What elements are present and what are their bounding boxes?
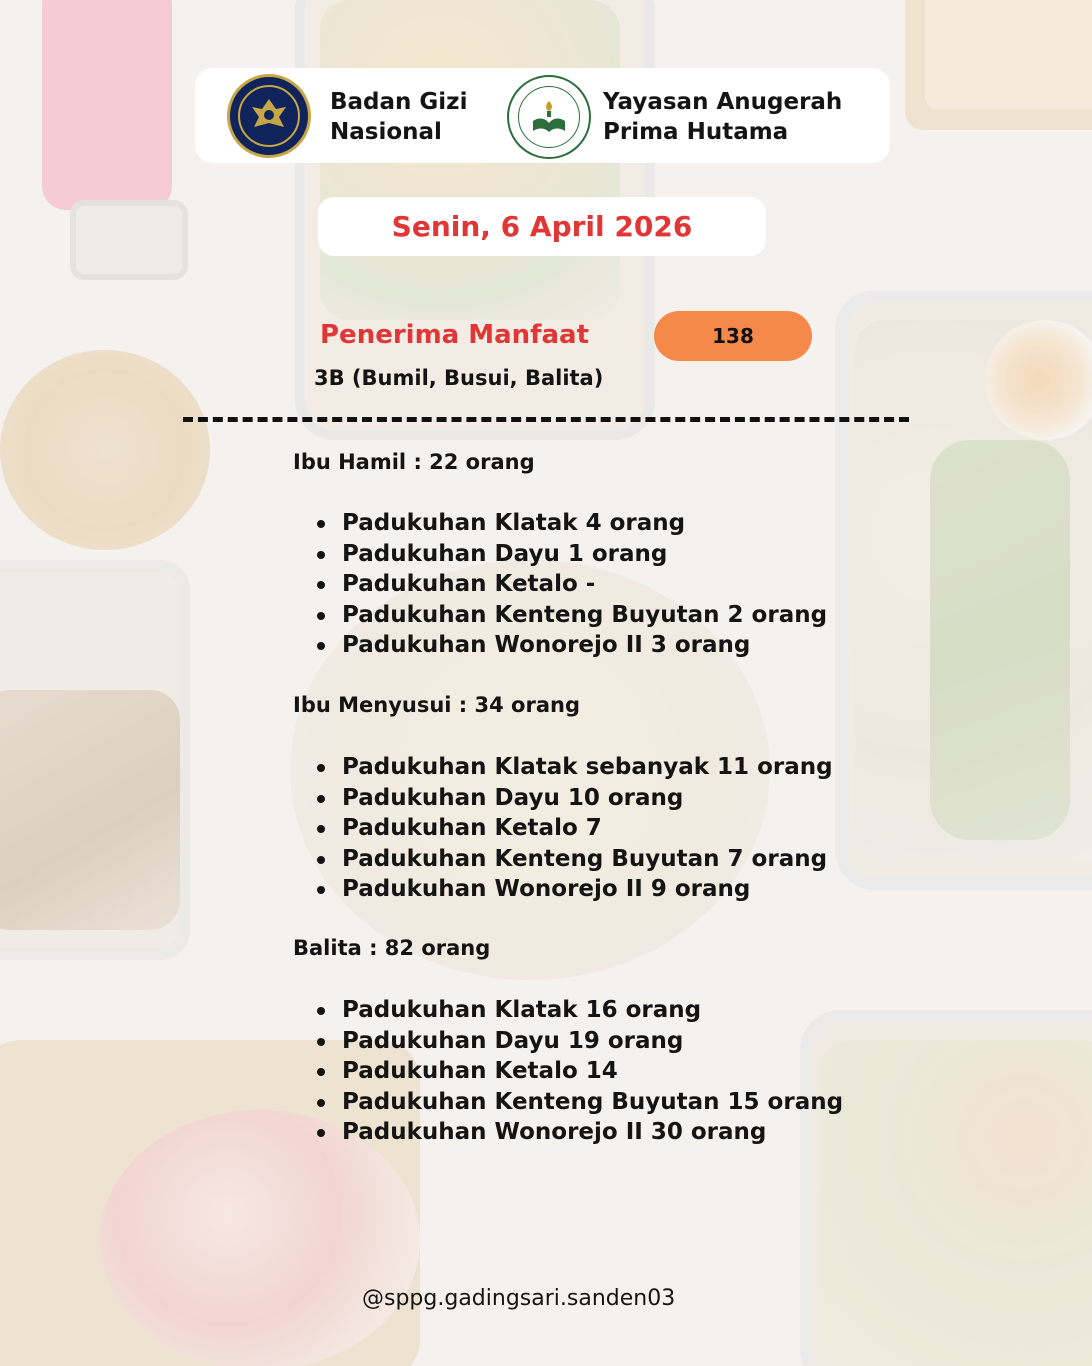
list-item <box>314 508 827 539</box>
group-title-ibu-menyusui: Ibu Menyusui : 34 orang <box>293 693 580 717</box>
list-item <box>314 995 843 1026</box>
beneficiaries-count-badge: 138 <box>654 311 812 361</box>
list-item-text: Padukuhan Kenteng Buyutan 7 orang <box>342 845 828 872</box>
list-item <box>314 630 827 661</box>
list-item-text: Padukuhan Wonorejo II 9 orang <box>342 876 751 902</box>
list-balita <box>314 995 843 1148</box>
list-item-text: Padukuhan Wonorejo II 3 orang <box>342 632 751 658</box>
list-item <box>314 813 833 844</box>
list-item <box>314 783 833 814</box>
list-item <box>314 1026 843 1057</box>
bullet-icon <box>317 1099 325 1107</box>
bullet-icon <box>317 886 325 894</box>
beneficiaries-subtitle: 3B (Bumil, Busui, Balita) <box>314 366 604 390</box>
org1-name <box>330 87 467 147</box>
org2-name-line1: Yayasan Anugerah <box>603 89 843 115</box>
bullet-icon <box>317 856 325 864</box>
list-item <box>314 752 833 783</box>
list-item-text: Padukuhan Klatak sebanyak 11 orang <box>342 754 833 780</box>
bullet-icon <box>317 1129 325 1137</box>
social-handle: @sppg.gadingsari.sanden03 <box>362 1286 676 1311</box>
list-item-text: Padukuhan Ketalo 14 <box>342 1058 618 1084</box>
group-title-balita: Balita : 82 orang <box>293 936 491 960</box>
bullet-icon <box>317 612 325 620</box>
list-item-text: Padukuhan Klatak 4 orang <box>342 510 686 536</box>
list-item <box>314 1117 843 1148</box>
bullet-icon <box>317 1038 325 1046</box>
bullet-icon <box>317 520 325 528</box>
list-item <box>314 600 827 631</box>
beneficiaries-title: Penerima Manfaat <box>320 320 590 350</box>
list-item-text: Padukuhan Ketalo - <box>342 571 596 597</box>
list-item-text: Padukuhan Dayu 1 orang <box>342 540 668 567</box>
bullet-icon <box>317 795 325 803</box>
list-item <box>314 1087 843 1118</box>
org2-name-line2: Prima Hutama <box>603 119 789 145</box>
group-title-ibu-hamil: Ibu Hamil : 22 orang <box>293 450 535 474</box>
header-card <box>195 68 890 163</box>
org2-name <box>603 87 842 147</box>
list-item <box>314 539 827 570</box>
list-item <box>314 844 833 875</box>
list-ibu-hamil <box>314 508 827 661</box>
list-ibu-menyusui <box>314 752 833 905</box>
date-text: Senin, 6 April 2026 <box>391 210 693 243</box>
date-pill <box>318 197 766 256</box>
bullet-icon <box>317 825 325 833</box>
list-item-text: Padukuhan Klatak 16 orang <box>342 997 702 1023</box>
list-item <box>314 569 827 600</box>
bullet-icon <box>317 1068 325 1076</box>
org1-name-line2: Nasional <box>330 119 442 145</box>
badan-gizi-nasional-logo-icon <box>227 74 311 158</box>
bullet-icon <box>317 1007 325 1015</box>
bullet-icon <box>317 551 325 559</box>
bullet-icon <box>317 581 325 589</box>
list-item-text: Padukuhan Ketalo 7 <box>342 815 602 841</box>
list-item <box>314 874 833 905</box>
bullet-icon <box>317 642 325 650</box>
list-item-text: Padukuhan Dayu 19 orang <box>342 1027 684 1054</box>
list-item-text: Padukuhan Kenteng Buyutan 15 orang <box>342 1088 844 1115</box>
dashed-divider <box>183 417 909 422</box>
yayasan-logo-icon <box>507 75 591 159</box>
list-item <box>314 1056 843 1087</box>
bullet-icon <box>317 764 325 772</box>
list-item-text: Padukuhan Dayu 10 orang <box>342 784 684 811</box>
list-item-text: Padukuhan Kenteng Buyutan 2 orang <box>342 601 828 628</box>
org1-name-line1: Badan Gizi <box>330 89 468 115</box>
list-item-text: Padukuhan Wonorejo II 30 orang <box>342 1119 767 1145</box>
